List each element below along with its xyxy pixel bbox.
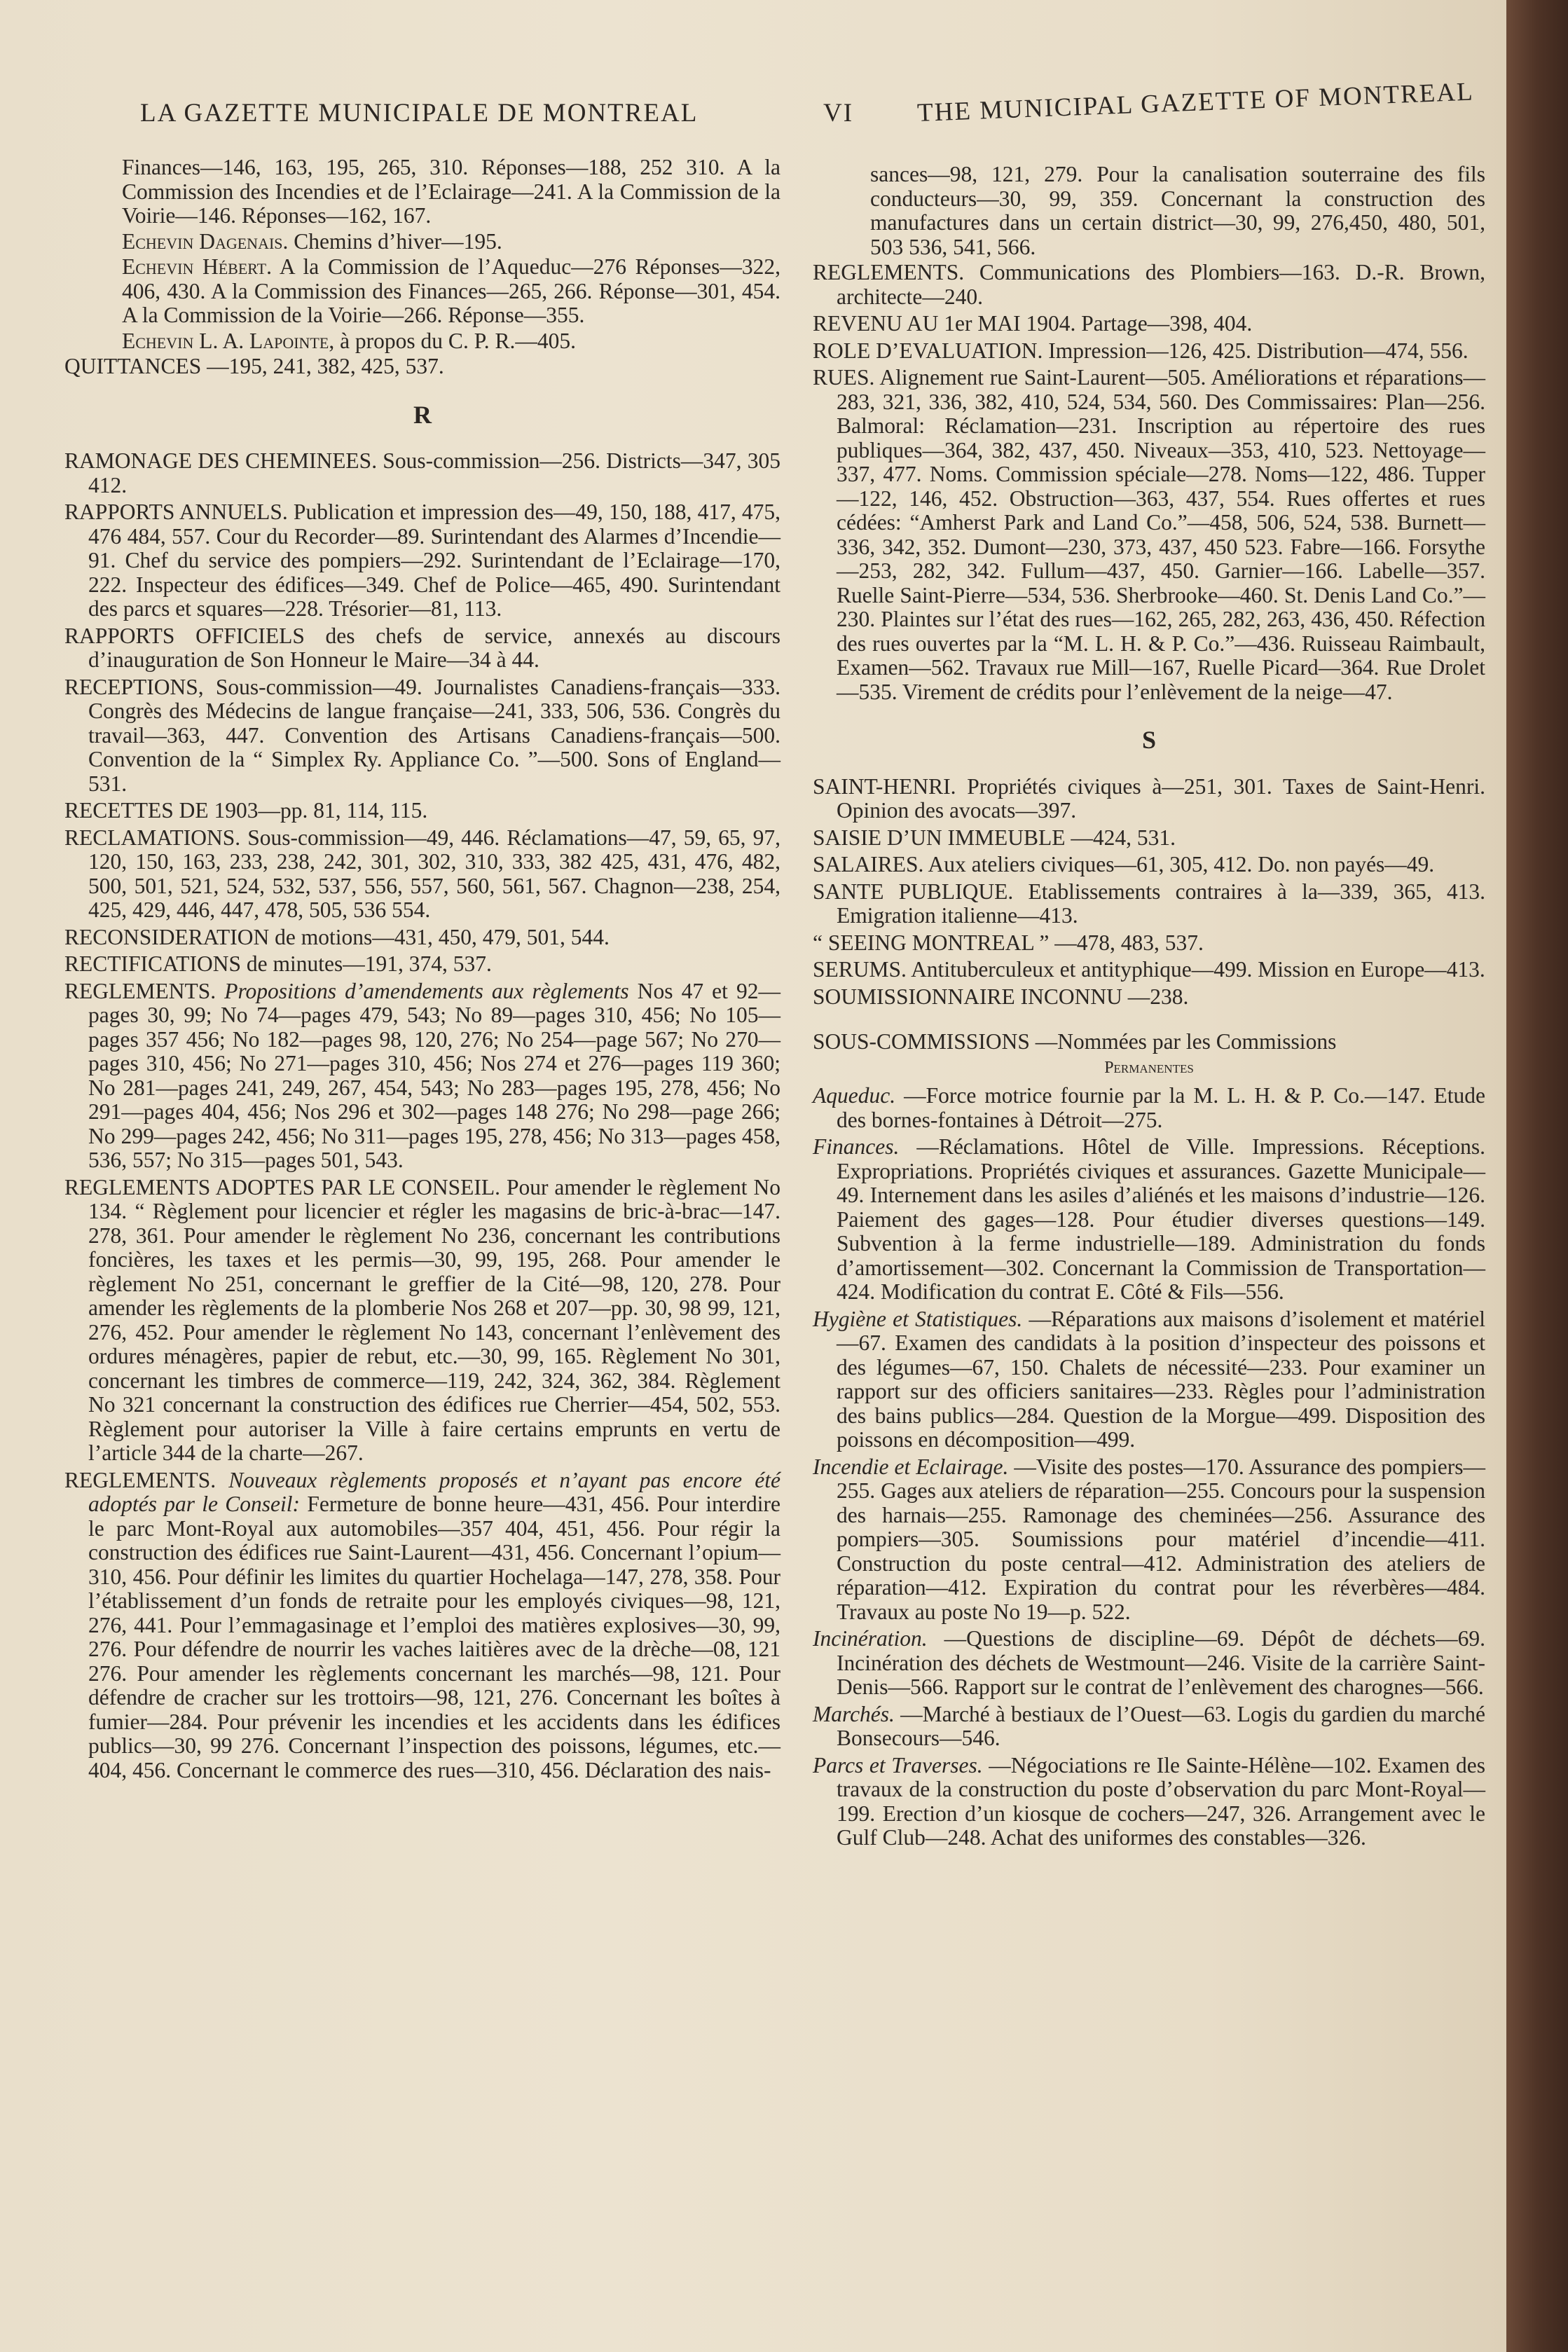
subentry bbox=[813, 1627, 1485, 1700]
index-entry bbox=[64, 826, 780, 923]
index-entry bbox=[64, 449, 780, 497]
entry-text: Communications des Plombiers—163. D.-R. Brown, architecte—240. bbox=[837, 260, 1486, 309]
entry-heading: REGLEMENTS. bbox=[64, 978, 216, 1003]
running-head-left: LA GAZETTE MUNICIPALE DE MONTREAL bbox=[140, 99, 699, 128]
entry-heading: RAPPORTS ANNUELS. bbox=[64, 500, 288, 524]
entry-heading: ROLE D’EVALUATION. bbox=[813, 338, 1043, 363]
index-entry bbox=[813, 339, 1485, 364]
entry-heading: RUES. bbox=[813, 365, 875, 390]
entry-text: Sous-commission—49, 446. Réclamations—47, 59, 65, 97, 120, 150, 163, 233, 238, 242, 301, 302, 310, 333, 382 425, 431, 476, 482, 500, 501, 521, 524, 532, 537, 556, 557, 560, 561, 567. Chagnon—238, 254, 425, 429, 446, 447, 478, 505, 536 554. bbox=[88, 825, 780, 922]
entry-heading: RECLAMATIONS. bbox=[64, 825, 241, 850]
entry-heading: “ SEEING MONTREAL ” bbox=[813, 930, 1050, 955]
section-letter: S bbox=[1141, 726, 1157, 754]
entry-text: Impression—126, 425. Distribution—474, 556. bbox=[1048, 338, 1469, 363]
index-entry bbox=[813, 931, 1485, 956]
index-entry bbox=[813, 261, 1485, 309]
entry-text: Aux ateliers civiques—61, 305, 412. Do. non payés—49. bbox=[928, 852, 1435, 876]
entry-heading: SOUS-COMMISSIONS bbox=[813, 1029, 1030, 1054]
entry-heading: REVENU AU bbox=[813, 311, 939, 336]
subentry bbox=[813, 1307, 1485, 1452]
entry-text: —Réclamations. Hôtel de Ville. Impressions. Réceptions. Expropriations. Propriétés civiques et assurances. Gazette Municipale—49. Internement dans les asiles d’aliénés et les maisons d’industrie—126. Paiement des gages—128. Pour étudier diverses questions—149. Subvention à la ferme industrielle—189. Administration du fonds d’amortissement—302. Concernant la Commission de Transportation—424. Modification du contrat E. Côté & Fils—556. bbox=[837, 1134, 1485, 1304]
index-entry bbox=[813, 826, 1485, 851]
entry-heading: RECTIFICATIONS bbox=[64, 951, 242, 976]
entry-text: de motions—431, 450, 479, 501, 544. bbox=[275, 924, 610, 949]
index-entry bbox=[813, 880, 1485, 928]
entry-name: Echevin Dagenais. bbox=[122, 228, 289, 254]
index-entry bbox=[813, 312, 1485, 336]
entry-text: Pour amender le règlement No 134. “ Règlement pour licencier et régler les magasins de bric-à-brac—147. 278, 361. Pour amender le règlement No 236, concernant les contributions foncières, les taxes et les permis—30, 99, 195, 268. Pour amender le règlement No 251, concernant le greffier de la Cité—98, 120, 278. Pour amender les règlements de la plomberie Nos 268 et 207—pp. 30, 98 99, 121, 276, 452. Pour amender le règlement No 143, concernant l’enlèvement des ordures ménagères, papier de rebut, etc.—30, 99, 165. Règlement No 301, concernant les timbres de commerce—119, 242, 324, 362, 384. Règlement No 321 concernant la construction des édifices rue Cherrier—454, 502, 553. Règlement pour autoriser la Ville à faire certains emprunts en vertu de l’article 344 de la charte—267. bbox=[88, 1174, 780, 1465]
entry-heading: SERUMS. bbox=[813, 957, 907, 982]
entry-text: Sous-commission—256. Districts—347, 305 412. bbox=[88, 448, 780, 497]
entry-text: des chefs de service, annexés au discours d’inauguration de Son Honneur le Maire—34 à 44. bbox=[88, 623, 780, 672]
entry-text: —Négociations re Ile Sainte-Hélène—102. Examen des travaux de la construction du poste d’observation du parc Mont-Royal—199. Erection d’un kiosque de cochers—247, 326. Arrangement avec le Gulf Club—248. Achat des uniformes des constables—326. bbox=[837, 1752, 1486, 1850]
entry-heading: SALAIRES. bbox=[813, 852, 924, 876]
entry-text: de minutes—191, 374, 537. bbox=[246, 951, 492, 976]
index-entry bbox=[64, 329, 780, 354]
subentry bbox=[813, 1084, 1485, 1132]
entry-text: Chemins d’hiver—195. bbox=[294, 228, 502, 254]
subentry bbox=[813, 1703, 1485, 1751]
entry-heading: REGLEMENTS ADOPTES PAR LE CONSEIL. bbox=[64, 1174, 500, 1199]
index-entry bbox=[813, 1030, 1485, 1054]
spacer bbox=[813, 1012, 1485, 1030]
index-entry bbox=[64, 500, 780, 621]
entry-text: —Réparations aux maisons d’isolement et matériel—67. Examen des candidats à la position d’inspecteur des poissons et des légumes—67, 150. Chalets de nécessité—233. Pour examiner un rapport sur des officiers sanitaires—233. Règles pour l’administration des bains publics—284. Question de la Morgue—499. Disposition des poissons en décomposition—499. bbox=[837, 1306, 1485, 1452]
entry-text: sances—98, 121, 279. Pour la canalisation souterraine des fils conducteurs—30, 99, 359. Concernant la construction des manufactures dans un certain district—30, 99, 276,450, 480, 501, 503 536, 541, 566. bbox=[870, 162, 1485, 259]
entry-text: A la Commission de l’Aqueduc—276 Réponses—322, 406, 430. A la Commission des Finances—265, 266. Réponse—301, 454. A la Commission de la Voirie—266. Réponse—355. bbox=[122, 254, 780, 327]
subentry bbox=[813, 1455, 1485, 1625]
entry-text: Fermeture de bonne heure—431, 456. Pour interdire le parc Mont-Royal aux automobiles—357 404, 451, 456. Pour régir la construction des édifices rue Saint-Laurent—431, 456. Concernant l’opium—310, 456. Pour définir les limites du quartier Hochelaga—147, 278, 358. Pour l’établissement d’un fonds de retraite pour les employés civiques—98, 121, 276, 441. Pour l’emmagasinage et l’emploi des matières explosives—30, 99, 276. Pour défendre de nourrir les vaches laitières avec de la drèche—08, 121 276. Pour amender les règlements concernant les marchés—98, 121. Pour défendre de cracher sur les trottoirs—98, 121, 276. Concernant les boîtes à fumier—284. Pour prévenir les incendies et les accidents dans les édifices publics—30, 99 276. Concernant l’inspection des poissons, légumes, etc.—404, 456. Concernant le commerce des rues—310, 456. Déclaration des nais- bbox=[88, 1492, 781, 1782]
index-entry bbox=[813, 985, 1485, 1010]
entry-text: 1er MAI 1904. Partage—398, 404. bbox=[944, 311, 1253, 336]
index-entry bbox=[64, 355, 780, 379]
entry-text: —Nommées par les Commissions bbox=[1035, 1029, 1337, 1054]
entry-text: Finances—146, 163, 195, 265, 310. Réponses—188, 252 310. A la Commission des Incendies et de l’Eclairage—241. A la Commission de la Voirie—146. Réponses—162, 167. bbox=[122, 155, 780, 228]
entry-heading: REGLEMENTS. bbox=[813, 260, 965, 284]
entry-italic: Incendie et Eclairage. bbox=[813, 1454, 1009, 1479]
entry-text: —238. bbox=[1127, 984, 1189, 1009]
entry-italic: Hygiène et Statistiques. bbox=[813, 1306, 1023, 1331]
entry-text: Etablissements contraires à la—339, 365, 413. Emigration italienne—413. bbox=[837, 879, 1486, 928]
entry-text: Nos 47 et 92—pages 30, 99; No 74—pages 479, 543; No 89—pages 310, 456; No 105—pages 357 456; No 182—pages 98, 120, 276; No 254—page 567; No 270—pages 310, 456; No 271—pages 310, 456; Nos 274 et 276—pages 119 360; No 281—pages 241, 249, 267, 454, 543; No 283—pages 195, 278, 456; No 291—pages 404, 456; Nos 296 et 302—pages 148 276; No 298—page 266; No 299—pages 242, 456; No 311—pages 195, 278, 456; No 313—pages 458, 536, 557; No 315—pages 501, 543. bbox=[88, 978, 780, 1172]
entry-heading: RAPPORTS OFFICIELS bbox=[64, 623, 305, 648]
entry-text: —478, 483, 537. bbox=[1054, 930, 1204, 955]
page-number: VI bbox=[823, 99, 854, 128]
entry-heading: SANTE PUBLIQUE. bbox=[813, 879, 1014, 904]
entry-heading: RECETTES DE bbox=[64, 798, 209, 823]
subentry bbox=[813, 1754, 1485, 1850]
index-column-right bbox=[813, 163, 1485, 1853]
entry-italic: Incinération. bbox=[813, 1626, 928, 1651]
entry-heading: SAINT-HENRI. bbox=[813, 773, 956, 799]
entry-italic: Parcs et Traverses. bbox=[813, 1752, 983, 1777]
index-entry bbox=[64, 1176, 780, 1466]
index-entry bbox=[64, 1469, 780, 1783]
entry-italic: Finances. bbox=[813, 1134, 900, 1159]
entry-italic: Marchés. bbox=[813, 1701, 895, 1726]
entry-text: Propriétés civiques à—251, 301. Taxes de Saint-Henri. Opinion des avocats—397. bbox=[837, 773, 1485, 823]
entry-text: —Marché à bestiaux de l’Ouest—63. Logis du gardien du marché Bonsecours—546. bbox=[837, 1701, 1485, 1750]
entry-name: Echevin Hébert. bbox=[122, 254, 272, 279]
entry-italic: Aqueduc. bbox=[813, 1083, 896, 1108]
index-entry bbox=[64, 952, 780, 977]
subentry bbox=[813, 1135, 1485, 1305]
index-entry bbox=[813, 958, 1485, 982]
index-entry bbox=[64, 926, 780, 950]
section-letter: R bbox=[413, 400, 432, 429]
index-entry bbox=[64, 624, 780, 673]
entry-text: Sous-commission—49. Journalistes Canadiens-français—333. Congrès des Médecins de langue française—241, 333, 506, 536. Congrès du travail—363, 447. Convention des Artisans Canadiens-français—500. Convention de la “ Simplex Ry. Appliance Co. ”—500. Sons of England—531. bbox=[88, 674, 780, 796]
entry-text: Alignement rue Saint-Laurent—505. Améliorations et réparations—283, 321, 336, 382, 410, 524, 534, 560. Des Commissaires: Plan—256. Balmoral: Réclamation—231. Inscription au répertoire des rues publiques—364, 382, 437, 450. Niveaux—353, 410, 523. Nettoyage—337, 477. Noms. Commission spéciale—278. Noms—122, 486. Tupper—122, 146, 452. Obstruction—363, 437, 554. Rues offertes et rues cédées: “Amherst Park and Land Co.”—458, 506, 524, 538. Burnett—336, 342, 352. Dumont—230, 373, 437, 450 523. Fabre—166. Forsythe—253, 282, 342. Fullum—437, 450. Garnier—166. Labelle—357. Ruelle Saint-Pierre—534, 536. Sherbrooke—460. St. Denis Land Co.”—230. Plaintes sur l’état des rues—162, 265, 282, 263, 436, 450. Réfection des rues ouvertes par la “M. L. H. & P. Co.”—436. Ruisseau Raimbault, Examen—562. Travaux rue Mill—167, Ruelle Picard—364. Rue Drolet—535. Virement de crédits pour l’enlèvement de la neige—47. bbox=[837, 365, 1485, 704]
entry-text: —195, 241, 382, 425, 537. bbox=[207, 354, 444, 378]
index-entry bbox=[64, 799, 780, 823]
index-entry bbox=[64, 230, 780, 254]
index-entry bbox=[813, 366, 1485, 704]
entry-italic: Nouveaux règlements proposés et n’ayant pas encore été adoptés par le Conseil: bbox=[88, 1467, 781, 1516]
entry-heading: QUITTANCES bbox=[64, 354, 202, 378]
index-entry bbox=[64, 979, 780, 1173]
entry-text: Publication et impression des—49, 150, 188, 417, 475, 476 484, 557. Cour du Recorder—89. Surintendant des Alarmes d’Incendie—91. Chef du service des pompiers—292. Surintendant de l’Eclairage—170, 222. Inspecteur des édifices—349. Chef de Police—465, 490. Surintendant des parcs et squares—228. Trésorier—81, 113. bbox=[88, 500, 780, 621]
book-spine-gutter bbox=[1506, 0, 1568, 2352]
index-entry bbox=[813, 853, 1485, 877]
entry-text: —Visite des postes—170. Assurance des pompiers—255. Gages aux ateliers de réparation—255. Concours pour la suspension des harnais—255. Ramonage des cheminées—256. Assurance des pompiers—305. Soumissions pour matériel d’incendie—411. Construction du poste central—412. Administration des ateliers de réparation—412. Expiration du contrat pour les réverbères—484. Travaux au poste No 19—p. 522. bbox=[837, 1454, 1485, 1624]
entry-heading: SOUMISSIONNAIRE INCONNU bbox=[813, 984, 1122, 1009]
index-entry bbox=[64, 255, 780, 328]
entry-name: Echevin L. A. Lapointe, bbox=[122, 328, 335, 353]
index-entry bbox=[64, 675, 780, 797]
entry-text: Antituberculeux et antityphique—499. Mission en Europe—413. bbox=[911, 957, 1485, 982]
index-entry bbox=[813, 163, 1485, 259]
entry-heading: SAISIE D’UN IMMEUBLE bbox=[813, 825, 1066, 850]
index-entry bbox=[64, 156, 780, 228]
entry-italic: Propositions d’amendements aux règlements bbox=[224, 978, 629, 1003]
entry-text: à propos du C. P. R.—405. bbox=[340, 328, 576, 353]
subsection-heading: Permanentes bbox=[1104, 1058, 1194, 1077]
entry-text: —Force motrice fournie par la M. L. H. & P. Co.—147. Etude des bornes-fontaines à Détroit—275. bbox=[837, 1083, 1485, 1132]
entry-text: 1903—pp. 81, 114, 115. bbox=[214, 798, 428, 823]
entry-heading: RECONSIDERATION bbox=[64, 924, 270, 949]
running-head-right: THE MUNICIPAL GAZETTE OF MONTREAL bbox=[916, 77, 1475, 128]
entry-text: —424, 531. bbox=[1071, 825, 1176, 850]
index-column-left bbox=[64, 156, 780, 1785]
entry-heading: RAMONAGE DES CHEMINEES. bbox=[64, 448, 378, 473]
entry-heading: REGLEMENTS. bbox=[64, 1467, 216, 1492]
index-entry bbox=[813, 775, 1485, 823]
entry-text: —Questions de discipline—69. Dépôt de déchets—69. Incinération des déchets de Westmount—246. Visite de la carrière Saint-Denis—566. Rapport sur le contrat de l’enlèvement des charognes—566. bbox=[837, 1626, 1485, 1699]
entry-heading: RECEPTIONS, bbox=[64, 674, 204, 699]
